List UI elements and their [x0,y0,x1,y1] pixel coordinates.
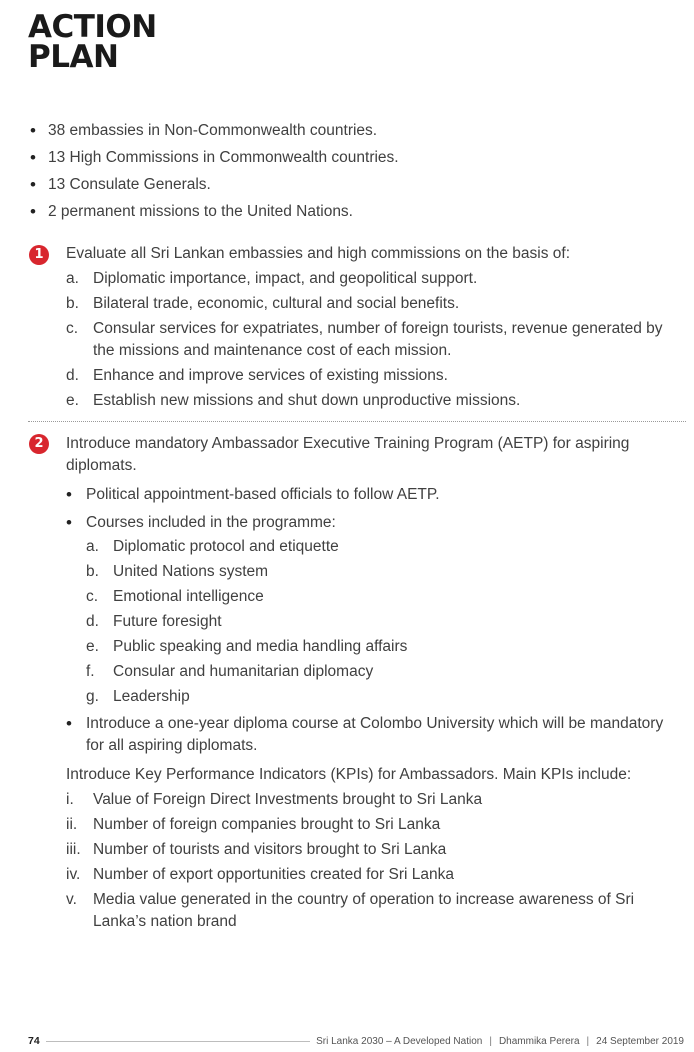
list-item-text: Enhance and improve services of existing missions. [93,367,448,384]
list-item [66,814,671,836]
footer-author: Dhammika Perera [498,1035,580,1047]
list-item-text: Bilateral trade, economic, cultural and social benefits. [93,295,460,312]
list-item [66,889,671,933]
list-item: • 2 permanent missions to the United Nations. [30,201,670,223]
list-item [66,390,671,412]
evaluation-criteria-list [66,268,671,412]
list-item [86,561,671,583]
list-marker: d. [86,613,99,630]
title-line-1: ACTION [28,9,157,45]
list-marker: b. [86,563,99,580]
list-marker: a. [86,538,99,555]
section-1 [66,243,671,415]
list-marker: v. [66,891,77,908]
section-number-badge: 1 [29,245,49,265]
kpi-list [66,789,671,933]
footer-date: 24 September 2019 [596,1035,684,1047]
list-item [66,839,671,861]
section-intro: Introduce mandatory Ambassador Executive Training Program (AETP) for aspiring diplomats. [66,435,630,474]
list-item [66,789,671,811]
list-item-text: United Nations system [113,563,269,580]
title-line-2: PLAN [28,39,119,75]
list-item-text: Consular and humanitarian diplomacy [113,663,374,680]
section-divider [28,421,686,422]
footer-separator: | [489,1035,492,1047]
page-title [28,9,157,75]
list-item-text: Number of foreign companies brought to Sri Lanka [93,816,441,833]
list-item-text: Diplomatic importance, impact, and geopolitical support. [93,270,478,287]
list-marker: i. [66,791,74,808]
list-item-text: Establish new missions and shut down unproductive missions. [93,392,521,409]
list-item: • Introduce a one-year diploma course at Colombo University which will be mandatory for all aspiring diplomats. [66,713,671,757]
list-item-text: Media value generated in the country of operation to increase awareness of Sri Lanka’s nation brand [93,891,635,930]
list-item [66,268,671,290]
section-number-badge: 2 [29,434,49,454]
footer-separator: | [586,1035,590,1047]
list-item-text: Value of Foreign Direct Investments brought to Sri Lanka [93,791,483,808]
page-number: 74 [28,1035,40,1047]
list-item [86,586,671,608]
missions-bullet-list [30,120,670,228]
list-marker: c. [86,588,99,605]
list-marker: c. [66,320,79,337]
list-item [66,293,671,315]
list-item: • 38 embassies in Non-Commonwealth countries. [30,120,670,142]
list-marker: a. [66,270,79,287]
list-marker: f. [86,663,95,680]
list-item [86,536,671,558]
kpi-intro: Introduce Key Performance Indicators (KPIs) for Ambassadors. Main KPIs include: [66,766,632,783]
list-item [66,864,671,886]
list-item [86,611,671,633]
list-marker: iv. [66,866,81,883]
list-item-text: Diplomatic protocol and etiquette [113,538,339,555]
list-item [66,318,671,362]
list-item-text: Number of export opportunities created for Sri Lanka [93,866,454,883]
list-marker: ii. [66,816,78,833]
list-item-text: Emotional intelligence [113,588,264,605]
list-item-text: Number of tourists and visitors brought to Sri Lanka [93,841,447,858]
list-marker: b. [66,295,79,312]
list-item [86,686,671,708]
list-item-text: Consular services for expatriates, number of foreign tourists, revenue generated by the missions and maintenance cost of each mission. [93,320,663,359]
list-item-text: Public speaking and media handling affairs [113,638,408,655]
list-item: • Courses included in the programme: [66,512,671,534]
list-marker: d. [66,367,79,384]
page-footer [28,1034,684,1048]
list-item: • Political appointment-based officials to follow AETP. [66,484,671,506]
list-item [86,636,671,658]
list-item: • 13 High Commissions in Commonwealth countries. [30,147,670,169]
list-item [66,365,671,387]
courses-list [66,536,671,708]
footer-publication: Sri Lanka 2030 – A Developed Nation [316,1035,483,1047]
footer-rule [46,1041,310,1042]
section-intro: Evaluate all Sri Lankan embassies and high commissions on the basis of: [66,245,571,262]
list-item-text: Leadership [113,688,190,705]
list-item: • 13 Consulate Generals. [30,174,670,196]
section-2 [66,433,671,936]
list-marker: iii. [66,841,81,858]
list-item [86,661,671,683]
list-marker: g. [86,688,99,705]
list-item-text: Future foresight [113,613,222,630]
list-marker: e. [66,392,79,409]
list-marker: e. [86,638,99,655]
